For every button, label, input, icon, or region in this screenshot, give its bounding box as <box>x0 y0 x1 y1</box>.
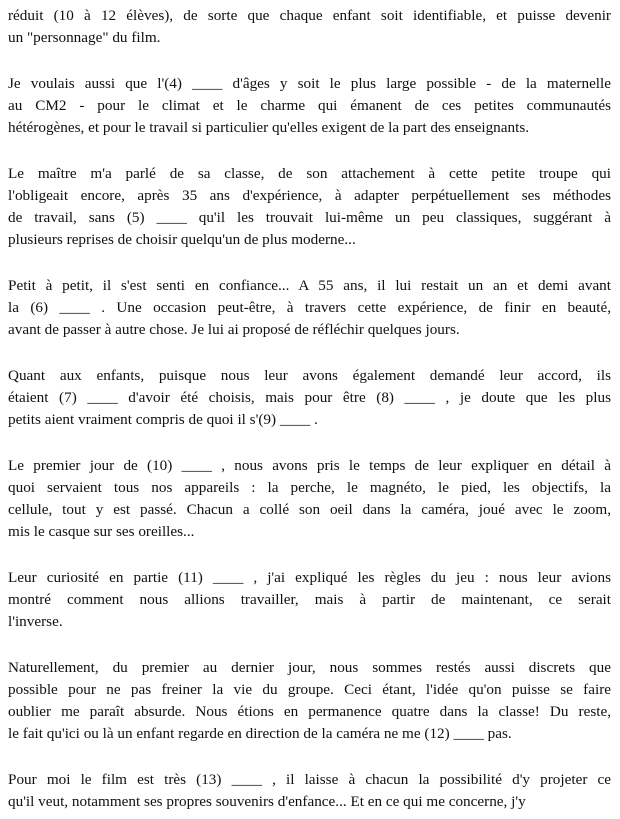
text-line: l'inverse. <box>8 613 63 630</box>
paragraph <box>8 275 611 341</box>
text-line: au CM2 - pour le climat et le charme qui émanent de ces petites communautés <box>8 97 611 114</box>
paragraph <box>8 163 611 251</box>
text-line: la (6) ____ . Une occasion peut-être, à travers cette expérience, de finir en beauté, <box>8 299 611 316</box>
text-line: Le premier jour de (10) ____ , nous avons pris le temps de leur expliquer en détail à <box>8 457 611 474</box>
text-line: hétérogènes, et pour le travail si particulier qu'elles exigent de la part des enseignants. <box>8 119 530 136</box>
text-line: qu'il veut, notamment ses propres souvenirs d'enfance... Et en ce qui me concerne, j'y <box>8 793 526 810</box>
text-line: réduit (10 à 12 élèves), de sorte que chaque enfant soit identifiable, et puisse devenir <box>8 7 611 24</box>
document-text <box>8 5 611 813</box>
paragraph <box>8 73 611 139</box>
text-line: Leur curiosité en partie (11) ____ , j'ai expliqué les règles du jeu : nous leur avions <box>8 569 611 586</box>
paragraph <box>8 455 611 543</box>
text-line: de travail, sans (5) ____ qu'il les trouvait lui-même un peu classiques, suggérant à <box>8 209 611 226</box>
paragraph <box>8 365 611 431</box>
paragraph <box>8 657 611 745</box>
text-line: Pour moi le film est très (13) ____ , il laisse à chacun la possibilité d'y projeter ce <box>8 771 611 788</box>
text-line: quoi servaient tous nos appareils : la perche, le magnéto, le pied, les objectifs, la <box>8 479 611 496</box>
text-line: possible pour ne pas freiner la vie du groupe. Ceci étant, l'idée qu'on puisse se faire <box>8 681 611 698</box>
text-line: mis le casque sur ses oreilles... <box>8 523 195 540</box>
text-line: Quant aux enfants, puisque nous leur avons également demandé leur accord, ils <box>8 367 611 384</box>
text-line: l'obligeait encore, après 35 ans d'expérience, à adapter perpétuellement ses méthodes <box>8 187 611 204</box>
text-line: un "personnage" du film. <box>8 29 161 46</box>
text-line: Naturellement, du premier au dernier jour, nous sommes restés aussi discrets que <box>8 659 611 676</box>
text-line: cellule, tout y est passé. Chacun a collé son oeil dans la caméra, joué avec le zoom, <box>8 501 611 518</box>
text-line: Le maître m'a parlé de sa classe, de son attachement à cette petite troupe qui <box>8 165 611 182</box>
text-line: montré comment nous allions travailler, mais à partir de maintenant, ce serait <box>8 591 611 608</box>
text-line: Petit à petit, il s'est senti en confiance... A 55 ans, il lui restait un an et demi avant <box>8 277 611 294</box>
paragraph <box>8 567 611 633</box>
paragraph <box>8 5 611 49</box>
text-line: Je voulais aussi que l'(4) ____ d'âges y soit le plus large possible - de la maternelle <box>8 75 611 92</box>
text-line: oublier me paraît absurde. Nous étions en permanence quatre dans la classe! Du reste, <box>8 703 611 720</box>
text-line: étaient (7) ____ d'avoir été choisis, mais pour être (8) ____ , je doute que les plus <box>8 389 611 406</box>
text-line: le fait qu'ici ou là un enfant regarde en direction de la caméra ne me (12) ____ pas. <box>8 725 512 742</box>
text-line: plusieurs reprises de choisir quelqu'un de plus moderne... <box>8 231 356 248</box>
text-line: petits aient vraiment compris de quoi il s'(9) ____ . <box>8 411 318 428</box>
text-line: avant de passer à autre chose. Je lui ai proposé de réfléchir quelques jours. <box>8 321 460 338</box>
paragraph <box>8 769 611 813</box>
